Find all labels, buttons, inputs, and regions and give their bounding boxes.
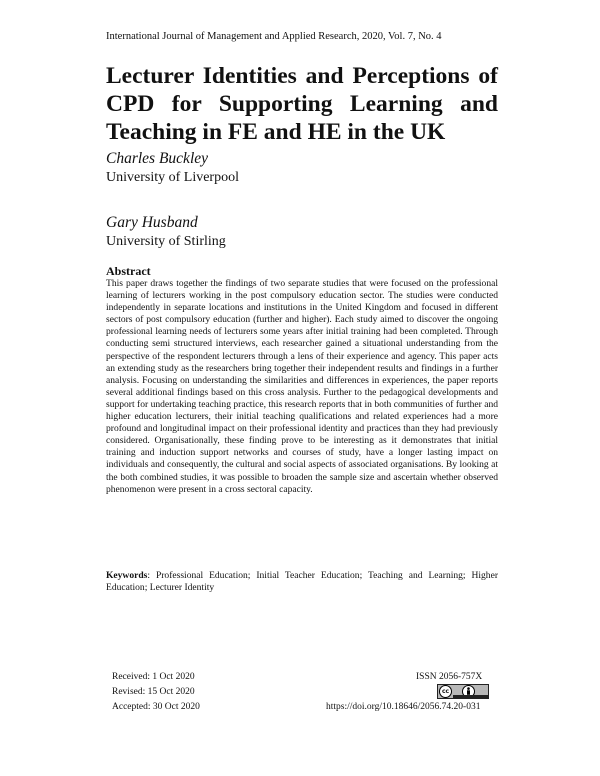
journal-header: International Journal of Management and Applied Research, 2020, Vol. 7, No. 4 <box>106 31 442 42</box>
abstract-heading: Abstract <box>106 264 151 278</box>
cc-by-license-badge[interactable] <box>437 684 489 699</box>
accepted-date: Accepted: 30 Oct 2020 <box>112 702 200 712</box>
license-tag <box>453 695 489 699</box>
issn: ISSN 2056-757X <box>416 672 483 682</box>
received-date: Received: 1 Oct 2020 <box>112 672 195 682</box>
author-name: Charles Buckley <box>106 150 209 167</box>
creative-commons-icon: cc <box>439 685 452 698</box>
author-name: Gary Husband <box>106 214 198 231</box>
keywords-text: : Professional Education; Initial Teacher Education; Teaching and Learning; Higher Education; Lecturer Identity <box>106 570 498 594</box>
revised-date: Revised: 15 Oct 2020 <box>112 687 195 697</box>
author-affiliation: University of Stirling <box>106 234 226 249</box>
author-affiliation: University of Liverpool <box>106 170 239 185</box>
keywords-label: Keywords <box>106 570 148 581</box>
paper-title: Lecturer Identities and Perceptions of CPD for Supporting Learning and Teaching in FE and HE in the UK <box>106 63 498 145</box>
keywords <box>106 570 498 594</box>
doi-link[interactable]: https://doi.org/10.18646/2056.74.20-031 <box>326 702 481 712</box>
abstract-body: This paper draws together the findings of two separate studies that were focused on the professional learning of lecturers working in the post compulsory education sector. The studies were conducted independently in separate locations and institutions in the United Kingdom and focused in different sectors of post compulsory education (further and higher). Each study aimed to discover the ongoing professional learning needs of lecturers some years after initial training had been completed. Through conducting semi structured interviews, each researcher gained a situational understanding from the perspective of the respondent lecturers through a lens of their experience and agency. This paper acts an extending study as the researchers bring together their independent results and findings in a further analysis. Focusing on understanding the similarities and differences in experiences, the paper reports several additional findings based on this cross analysis. Further to the pedagogical developments and support for undertaking teaching practice, this research reports that in both communities of further and higher education lecturers, their initial teaching qualifications and related experiences had a more profound and longitudinal impact on their professional identity and practices than they had previously considered. Organisationally, these finding prove to be interesting as it demonstrates that initial training and induction support networks and courses of study, have a longer lasting impact on individuals and consequently, the cultural and social aspects of associated organisations. By looking at the both combined studies, it was possible to broaden the sample size and ascertain whether observed phenomenon were present in a cross sectoral capacity. <box>106 278 498 495</box>
